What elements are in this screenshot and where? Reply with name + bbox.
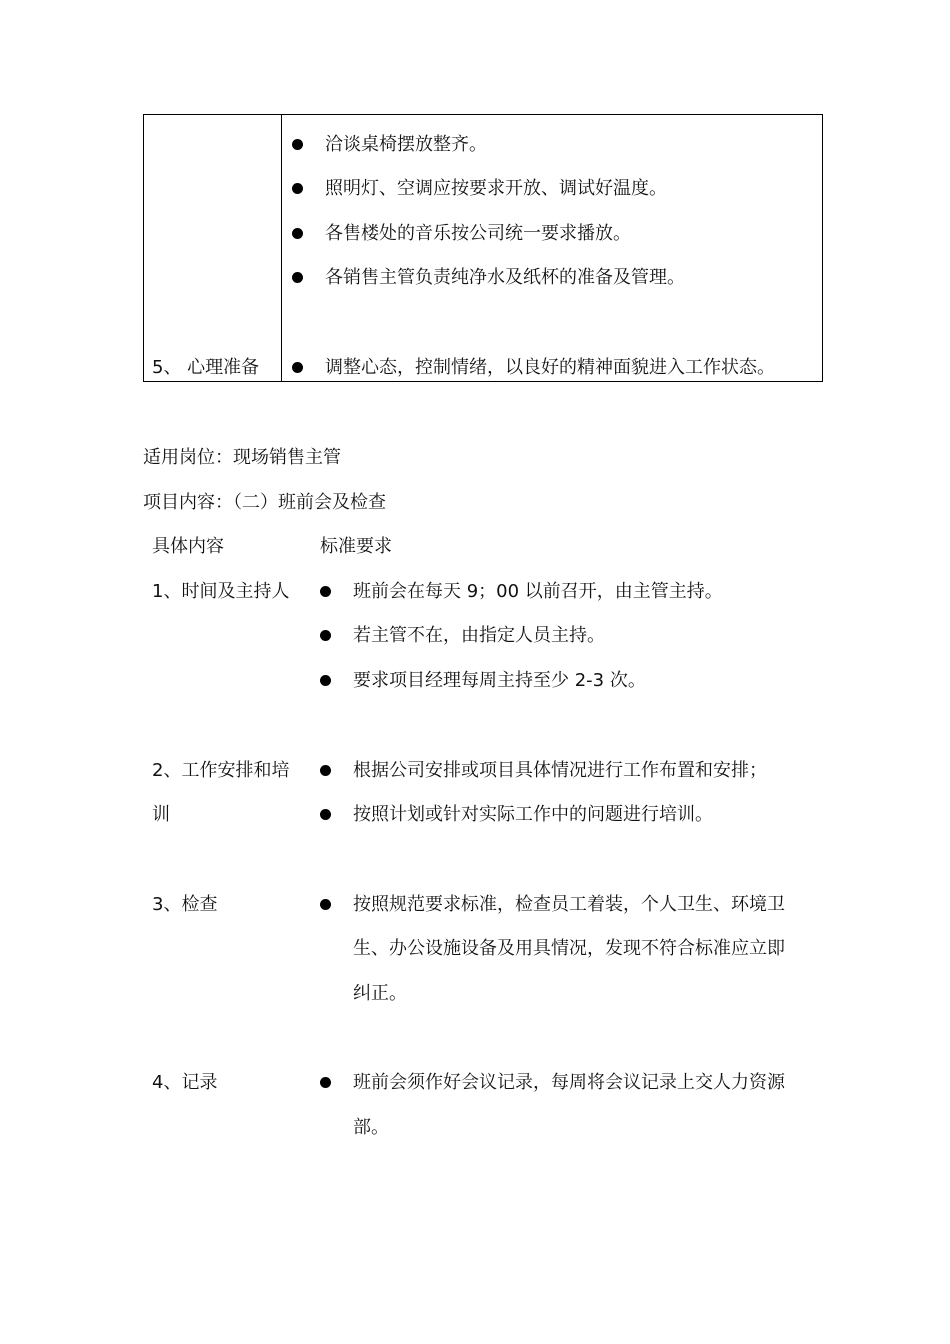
bullet-icon: [292, 228, 303, 239]
item-bullet-text: 要求项目经理每周主持至少 2-3 次。: [353, 670, 646, 691]
bullet-icon: [292, 272, 303, 283]
column-header-content: 具体内容: [152, 536, 224, 557]
item-bullet-text-continued: 部。: [353, 1117, 389, 1138]
item-label-continued: 训: [152, 804, 170, 825]
table-bullet-text: 调整心态，控制情绪，以良好的精神面貌进入工作状态。: [325, 357, 775, 378]
bullet-icon: [320, 586, 331, 597]
bullet-icon: [292, 139, 303, 150]
item-label: 3、检查: [152, 894, 218, 915]
item-bullet-text: 若主管不在，由指定人员主持。: [353, 625, 605, 646]
item-bullet-text: 班前会须作好会议记录，每周将会议记录上交人力资源: [353, 1072, 785, 1093]
item-label: 1、时间及主持人: [152, 581, 290, 602]
item-label: 2、工作安排和培: [152, 760, 290, 781]
item-bullet-text: 按照计划或针对实际工作中的问题进行培训。: [353, 804, 713, 825]
item-label: 4、记录: [152, 1072, 218, 1093]
project-line: 项目内容：（二）班前会及检查: [143, 492, 386, 513]
item-bullet-text-continued: 纠正。: [353, 983, 407, 1004]
bullet-icon: [320, 765, 331, 776]
bullet-icon: [320, 899, 331, 910]
bullet-icon: [292, 362, 303, 373]
bullet-icon: [320, 675, 331, 686]
bullet-icon: [320, 809, 331, 820]
table-bullet-text: 各售楼处的音乐按公司统一要求播放。: [325, 223, 631, 244]
bullet-icon: [292, 183, 303, 194]
table-bullet-text: 照明灯、空调应按要求开放、调试好温度。: [325, 178, 667, 199]
bullet-icon: [320, 1077, 331, 1088]
item-bullet-text: 按照规范要求标准，检查员工着装，个人卫生、环境卫: [353, 894, 785, 915]
table-column-divider: [281, 115, 282, 381]
bullet-icon: [320, 630, 331, 641]
item-bullet-text-continued: 生、办公设施设备及用具情况，发现不符合标准应立即: [353, 938, 785, 959]
item-bullet-text: 根据公司安排或项目具体情况进行工作布置和安排；: [353, 760, 767, 781]
table-row-label: 5、 心理准备: [152, 357, 260, 378]
position-line: 适用岗位：现场销售主管: [143, 447, 341, 468]
column-header-standard: 标准要求: [320, 536, 392, 557]
table-bullet-text: 各销售主管负责纯净水及纸杯的准备及管理。: [325, 267, 685, 288]
table-bullet-text: 洽谈桌椅摆放整齐。: [325, 134, 487, 155]
item-bullet-text: 班前会在每天 9；00 以前召开，由主管主持。: [353, 581, 723, 602]
